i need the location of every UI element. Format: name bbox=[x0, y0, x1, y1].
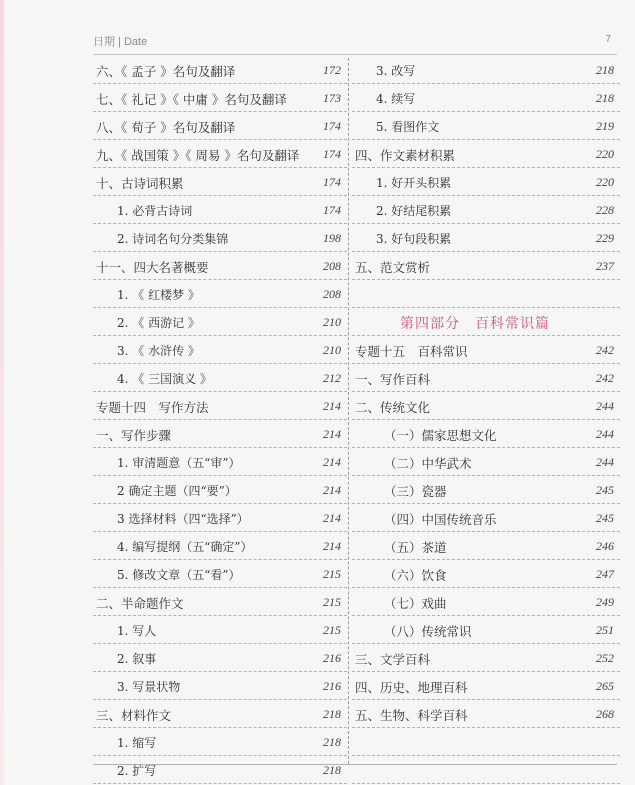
toc-entry bbox=[352, 560, 620, 588]
toc-entry-title: 二、半命题作文 bbox=[96, 596, 184, 611]
toc-entry bbox=[93, 168, 347, 196]
toc-entry-title: 二、传统文化 bbox=[355, 400, 431, 415]
toc-entry-page: 265 bbox=[596, 679, 614, 693]
toc-entry-title: 六、《 孟子 》名句及翻译 bbox=[96, 64, 236, 79]
toc-entry bbox=[352, 588, 620, 616]
toc-entry bbox=[93, 252, 347, 280]
toc-entry-page: 214 bbox=[323, 483, 341, 497]
toc-entry-title: 1. 必背古诗词 bbox=[117, 204, 193, 218]
toc-entry-page: 210 bbox=[323, 315, 341, 329]
toc-entry-title: 3. 写景状物 bbox=[117, 680, 181, 694]
toc-left-column bbox=[93, 56, 347, 784]
toc-entry-title: 2. 扩写 bbox=[117, 764, 157, 778]
part-heading bbox=[352, 308, 620, 336]
toc-entry-title: （六）饮食 bbox=[384, 568, 447, 583]
toc-entry-title: 2. 诗词名句分类集锦 bbox=[117, 232, 229, 246]
toc-entry-title: 5. 修改文章（五“看”） bbox=[117, 568, 241, 582]
date-label: 日期 | Date bbox=[93, 36, 148, 48]
toc-entry-page: 244 bbox=[596, 427, 614, 441]
toc-entry-title: 1. 缩写 bbox=[117, 736, 157, 750]
toc-entry bbox=[352, 672, 620, 700]
toc-entry-title: 3 选择材料（四“选择”） bbox=[117, 512, 249, 526]
toc-entry-page: 214 bbox=[323, 539, 341, 553]
page-header bbox=[93, 30, 611, 50]
toc-entry bbox=[93, 224, 347, 252]
blank-row bbox=[352, 756, 620, 784]
toc-entry-page: 215 bbox=[323, 595, 341, 609]
toc-entry-page: 174 bbox=[323, 147, 341, 161]
toc-entry bbox=[93, 308, 347, 336]
toc-entry-title: 5. 看图作文 bbox=[376, 120, 440, 134]
toc-entry bbox=[352, 392, 620, 420]
toc-entry-page: 214 bbox=[323, 511, 341, 525]
toc-entry-title: 十一、四大名著概要 bbox=[96, 260, 209, 275]
toc-right-column bbox=[352, 56, 620, 784]
toc-entry-page: 244 bbox=[596, 399, 614, 413]
toc-entry-page: 214 bbox=[323, 455, 341, 469]
toc-entry-title: 1. 《 红楼梦 》 bbox=[117, 288, 200, 302]
toc-entry bbox=[352, 700, 620, 728]
toc-entry bbox=[352, 224, 620, 252]
column-separator bbox=[348, 58, 349, 764]
toc-entry-page: 174 bbox=[323, 119, 341, 133]
toc-entry bbox=[93, 728, 347, 756]
toc-entry-title: 五、生物、科学百科 bbox=[355, 708, 468, 723]
toc-entry-page: 245 bbox=[596, 483, 614, 497]
toc-entry-title: （一）儒家思想文化 bbox=[384, 428, 497, 443]
toc-entry bbox=[352, 336, 620, 364]
toc-entry-page: 174 bbox=[323, 175, 341, 189]
toc-entry-page: 251 bbox=[596, 623, 614, 637]
toc-entry bbox=[93, 672, 347, 700]
page-number: 7 bbox=[605, 34, 611, 45]
toc-entry-page: 246 bbox=[596, 539, 614, 553]
toc-entry bbox=[352, 84, 620, 112]
toc-entry-page: 244 bbox=[596, 455, 614, 469]
toc-entry-page: 245 bbox=[596, 511, 614, 525]
toc-entry-page: 208 bbox=[323, 287, 341, 301]
toc-entry-title: （五）茶道 bbox=[384, 540, 447, 555]
toc-entry bbox=[93, 364, 347, 392]
toc-entry-page: 208 bbox=[323, 259, 341, 273]
toc-entry-page: 218 bbox=[323, 707, 341, 721]
toc-entry-title: 十、古诗词积累 bbox=[96, 176, 184, 191]
toc-entry-title: 2. 好结尾积累 bbox=[376, 204, 452, 218]
toc-entry bbox=[93, 140, 347, 168]
toc-entry-title: 四、作文素材积累 bbox=[355, 148, 456, 163]
toc-entry-title: 专题十五 百科常识 bbox=[355, 344, 468, 359]
toc-entry bbox=[93, 644, 347, 672]
toc-entry-page: 219 bbox=[596, 119, 614, 133]
toc-entry bbox=[93, 476, 347, 504]
toc-entry-page: 228 bbox=[596, 203, 614, 217]
toc-entry-title: 七、《 礼记 》《 中庸 》名句及翻译 bbox=[96, 92, 287, 107]
page-edge-tint bbox=[0, 0, 4, 785]
toc-entry bbox=[93, 616, 347, 644]
toc-entry-title: 五、范文赏析 bbox=[355, 260, 431, 275]
toc-entry-page: 216 bbox=[323, 679, 341, 693]
toc-entry-title: （二）中华武术 bbox=[384, 456, 472, 471]
toc-entry-page: 229 bbox=[596, 231, 614, 245]
toc-entry-title: 2 确定主题（四“要”） bbox=[117, 484, 237, 498]
toc-entry bbox=[352, 196, 620, 224]
toc-entry-title: （七）戏曲 bbox=[384, 596, 447, 611]
toc-entry-page: 247 bbox=[596, 567, 614, 581]
toc-entry-title: 四、历史、地理百科 bbox=[355, 680, 468, 695]
toc-entry bbox=[93, 448, 347, 476]
toc-entry-title: 三、文学百科 bbox=[355, 652, 431, 667]
toc-entry bbox=[352, 476, 620, 504]
toc-entry bbox=[352, 140, 620, 168]
toc-entry-title: （八）传统常识 bbox=[384, 624, 472, 639]
toc-entry-title: （三）瓷器 bbox=[384, 484, 447, 499]
toc-entry bbox=[93, 336, 347, 364]
toc-entry-title: 4. 编写提纲（五“确定”） bbox=[117, 540, 253, 554]
toc-entry bbox=[352, 252, 620, 280]
toc-entry-title: 1. 好开头积累 bbox=[376, 176, 452, 190]
toc-entry-title: 4. 《 三国演义 》 bbox=[117, 372, 212, 386]
toc-entry bbox=[93, 756, 347, 784]
toc-entry-page: 249 bbox=[596, 595, 614, 609]
toc-entry-page: 172 bbox=[323, 63, 341, 77]
toc-entry-title: 一、写作步骤 bbox=[96, 428, 172, 443]
toc-entry-title: 八、《 荀子 》名句及翻译 bbox=[96, 120, 236, 135]
toc-entry-page: 220 bbox=[596, 147, 614, 161]
toc-entry bbox=[93, 588, 347, 616]
toc-entry-page: 242 bbox=[596, 371, 614, 385]
toc-entry bbox=[93, 392, 347, 420]
toc-entry-page: 218 bbox=[596, 63, 614, 77]
toc-entry-title: （四）中国传统音乐 bbox=[384, 512, 497, 527]
toc-entry bbox=[93, 56, 347, 84]
toc-entry bbox=[93, 196, 347, 224]
toc-entry bbox=[93, 700, 347, 728]
bottom-rule bbox=[93, 764, 617, 765]
toc-entry-page: 218 bbox=[323, 763, 341, 777]
toc-entry bbox=[352, 504, 620, 532]
toc-entry bbox=[352, 644, 620, 672]
toc-entry-page: 252 bbox=[596, 651, 614, 665]
toc-entry bbox=[93, 532, 347, 560]
toc-entry bbox=[352, 364, 620, 392]
toc-entry-page: 237 bbox=[596, 259, 614, 273]
toc-entry-title: 2. 《 西游记 》 bbox=[117, 316, 200, 330]
toc-entry-title: 第四部分 百科常识篇 bbox=[400, 316, 550, 332]
toc-entry bbox=[352, 420, 620, 448]
toc-entry bbox=[93, 560, 347, 588]
toc-entry-title: 1. 审清题意（五“审”） bbox=[117, 456, 241, 470]
toc-entry-title: 三、材料作文 bbox=[96, 708, 172, 723]
toc-entry-page: 214 bbox=[323, 399, 341, 413]
toc-entry-page: 242 bbox=[596, 343, 614, 357]
toc-entry bbox=[352, 112, 620, 140]
toc-entry-page: 220 bbox=[596, 175, 614, 189]
toc-entry-title: 专题十四 写作方法 bbox=[96, 400, 209, 415]
toc-entry bbox=[93, 280, 347, 308]
toc-entry-page: 212 bbox=[323, 371, 341, 385]
toc-entry bbox=[352, 532, 620, 560]
toc-entry-page: 216 bbox=[323, 651, 341, 665]
toc-entry bbox=[352, 616, 620, 644]
toc-entry-page: 210 bbox=[323, 343, 341, 357]
blank-row bbox=[352, 728, 620, 756]
toc-entry bbox=[352, 448, 620, 476]
toc-entry-page: 218 bbox=[596, 91, 614, 105]
toc-entry bbox=[93, 112, 347, 140]
toc-entry-page: 215 bbox=[323, 567, 341, 581]
toc-entry bbox=[93, 504, 347, 532]
toc-entry-page: 218 bbox=[323, 735, 341, 749]
toc-entry bbox=[352, 56, 620, 84]
toc-entry-title: 3. 《 水浒传 》 bbox=[117, 344, 200, 358]
toc-entry-title: 4. 续写 bbox=[376, 92, 416, 106]
toc-entry-title: 2. 叙事 bbox=[117, 652, 157, 666]
toc-entry-title: 1. 写人 bbox=[117, 624, 157, 638]
toc-entry bbox=[352, 168, 620, 196]
toc-entry-title: 3. 改写 bbox=[376, 64, 416, 78]
toc-entry-title: 一、写作百科 bbox=[355, 372, 431, 387]
header-rule bbox=[93, 54, 617, 55]
toc-entry-page: 215 bbox=[323, 623, 341, 637]
toc-entry bbox=[93, 84, 347, 112]
blank-row bbox=[352, 280, 620, 308]
toc-entry-page: 173 bbox=[323, 91, 341, 105]
toc-entry-page: 268 bbox=[596, 707, 614, 721]
toc-entry bbox=[93, 420, 347, 448]
toc-entry-title: 九、《 战国策 》《 周易 》名句及翻译 bbox=[96, 148, 300, 163]
toc-entry-page: 198 bbox=[323, 231, 341, 245]
toc-entry-page: 214 bbox=[323, 427, 341, 441]
toc-entry-page: 174 bbox=[323, 203, 341, 217]
toc-entry-title: 3. 好句段积累 bbox=[376, 232, 452, 246]
